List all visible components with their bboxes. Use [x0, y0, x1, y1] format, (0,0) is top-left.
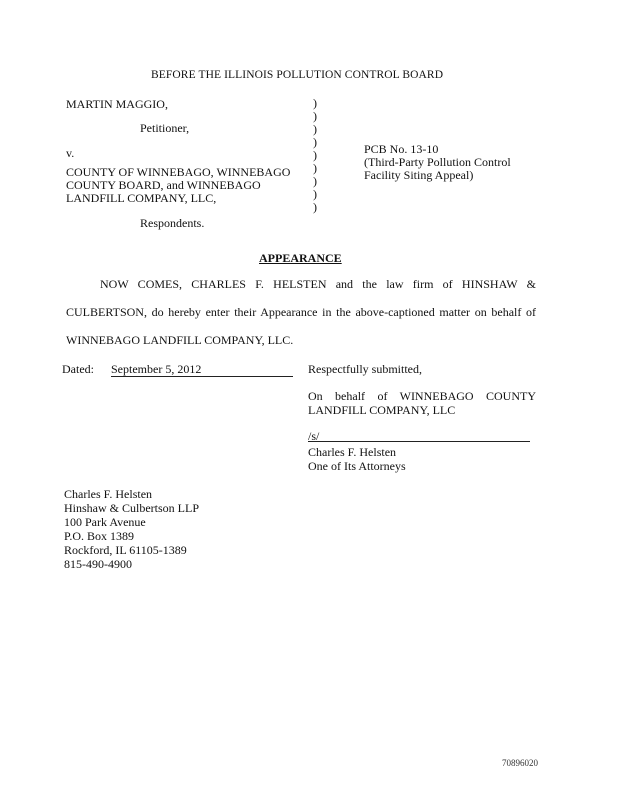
caption-paren: ) [313, 187, 317, 201]
petitioner-name: MARTIN MAGGIO, [66, 97, 168, 111]
respondents-block [66, 166, 290, 205]
on-behalf-line-2: LANDFILL COMPANY, LLC [308, 403, 456, 417]
body-line-1: NOW COMES, CHARLES F. HELSTEN and the law firm of HINSHAW & [100, 277, 536, 291]
signer-name: Charles F. Helsten [308, 445, 397, 459]
dated-value: September 5, 2012 [111, 362, 202, 376]
caption-paren: ) [313, 200, 317, 214]
respondent-line: COUNTY BOARD, and WINNEBAGO [66, 178, 261, 192]
case-info [364, 143, 511, 182]
caption-paren: ) [313, 174, 317, 188]
signer-role: One of Its Attorneys [308, 459, 406, 473]
document-id: 70896020 [502, 758, 538, 768]
caption-paren-column [313, 97, 323, 214]
respondents-role: Respondents. [140, 216, 205, 230]
body-line-3: WINNEBAGO LANDFILL COMPANY, LLC. [66, 333, 294, 347]
caption-paren: ) [313, 96, 317, 110]
address-line: P.O. Box 1389 [64, 529, 135, 543]
respondent-line: LANDFILL COMPANY, LLC, [66, 191, 217, 205]
respondent-line: COUNTY OF WINNEBAGO, WINNEBAGO [66, 165, 291, 179]
case-type-line: Facility Siting Appeal) [364, 168, 474, 182]
body-line-2: CULBERTSON, do hereby enter their Appearance in the above-captioned matter on behalf of [66, 305, 536, 319]
petitioner-role: Petitioner, [140, 121, 190, 135]
document-title: APPEARANCE [259, 251, 342, 265]
caption-paren: ) [313, 148, 317, 162]
on-behalf-line-1: On behalf of WINNEBAGO COUNTY [308, 389, 536, 403]
caption-paren: ) [313, 109, 317, 123]
case-type-line: (Third-Party Pollution Control [364, 155, 511, 169]
versus: v. [66, 146, 75, 160]
address-line: 815-490-4900 [64, 557, 132, 571]
address-line: 100 Park Avenue [64, 515, 146, 529]
address-line: Charles F. Helsten [64, 487, 153, 501]
dated-value-line [111, 362, 293, 377]
case-number: PCB No. 13-10 [364, 142, 439, 156]
caption-paren: ) [313, 135, 317, 149]
caption-paren: ) [313, 122, 317, 136]
address-line: Rockford, IL 61105-1389 [64, 543, 187, 557]
address-line: Hinshaw & Culbertson LLP [64, 501, 199, 515]
signature-mark: /s/ [308, 429, 320, 443]
address-block [64, 487, 199, 571]
dated-label: Dated: [62, 362, 94, 376]
court-heading: BEFORE THE ILLINOIS POLLUTION CONTROL BOARD [151, 69, 444, 81]
closing: Respectfully submitted, [308, 362, 422, 376]
signature-line [308, 441, 530, 442]
caption-paren: ) [313, 161, 317, 175]
